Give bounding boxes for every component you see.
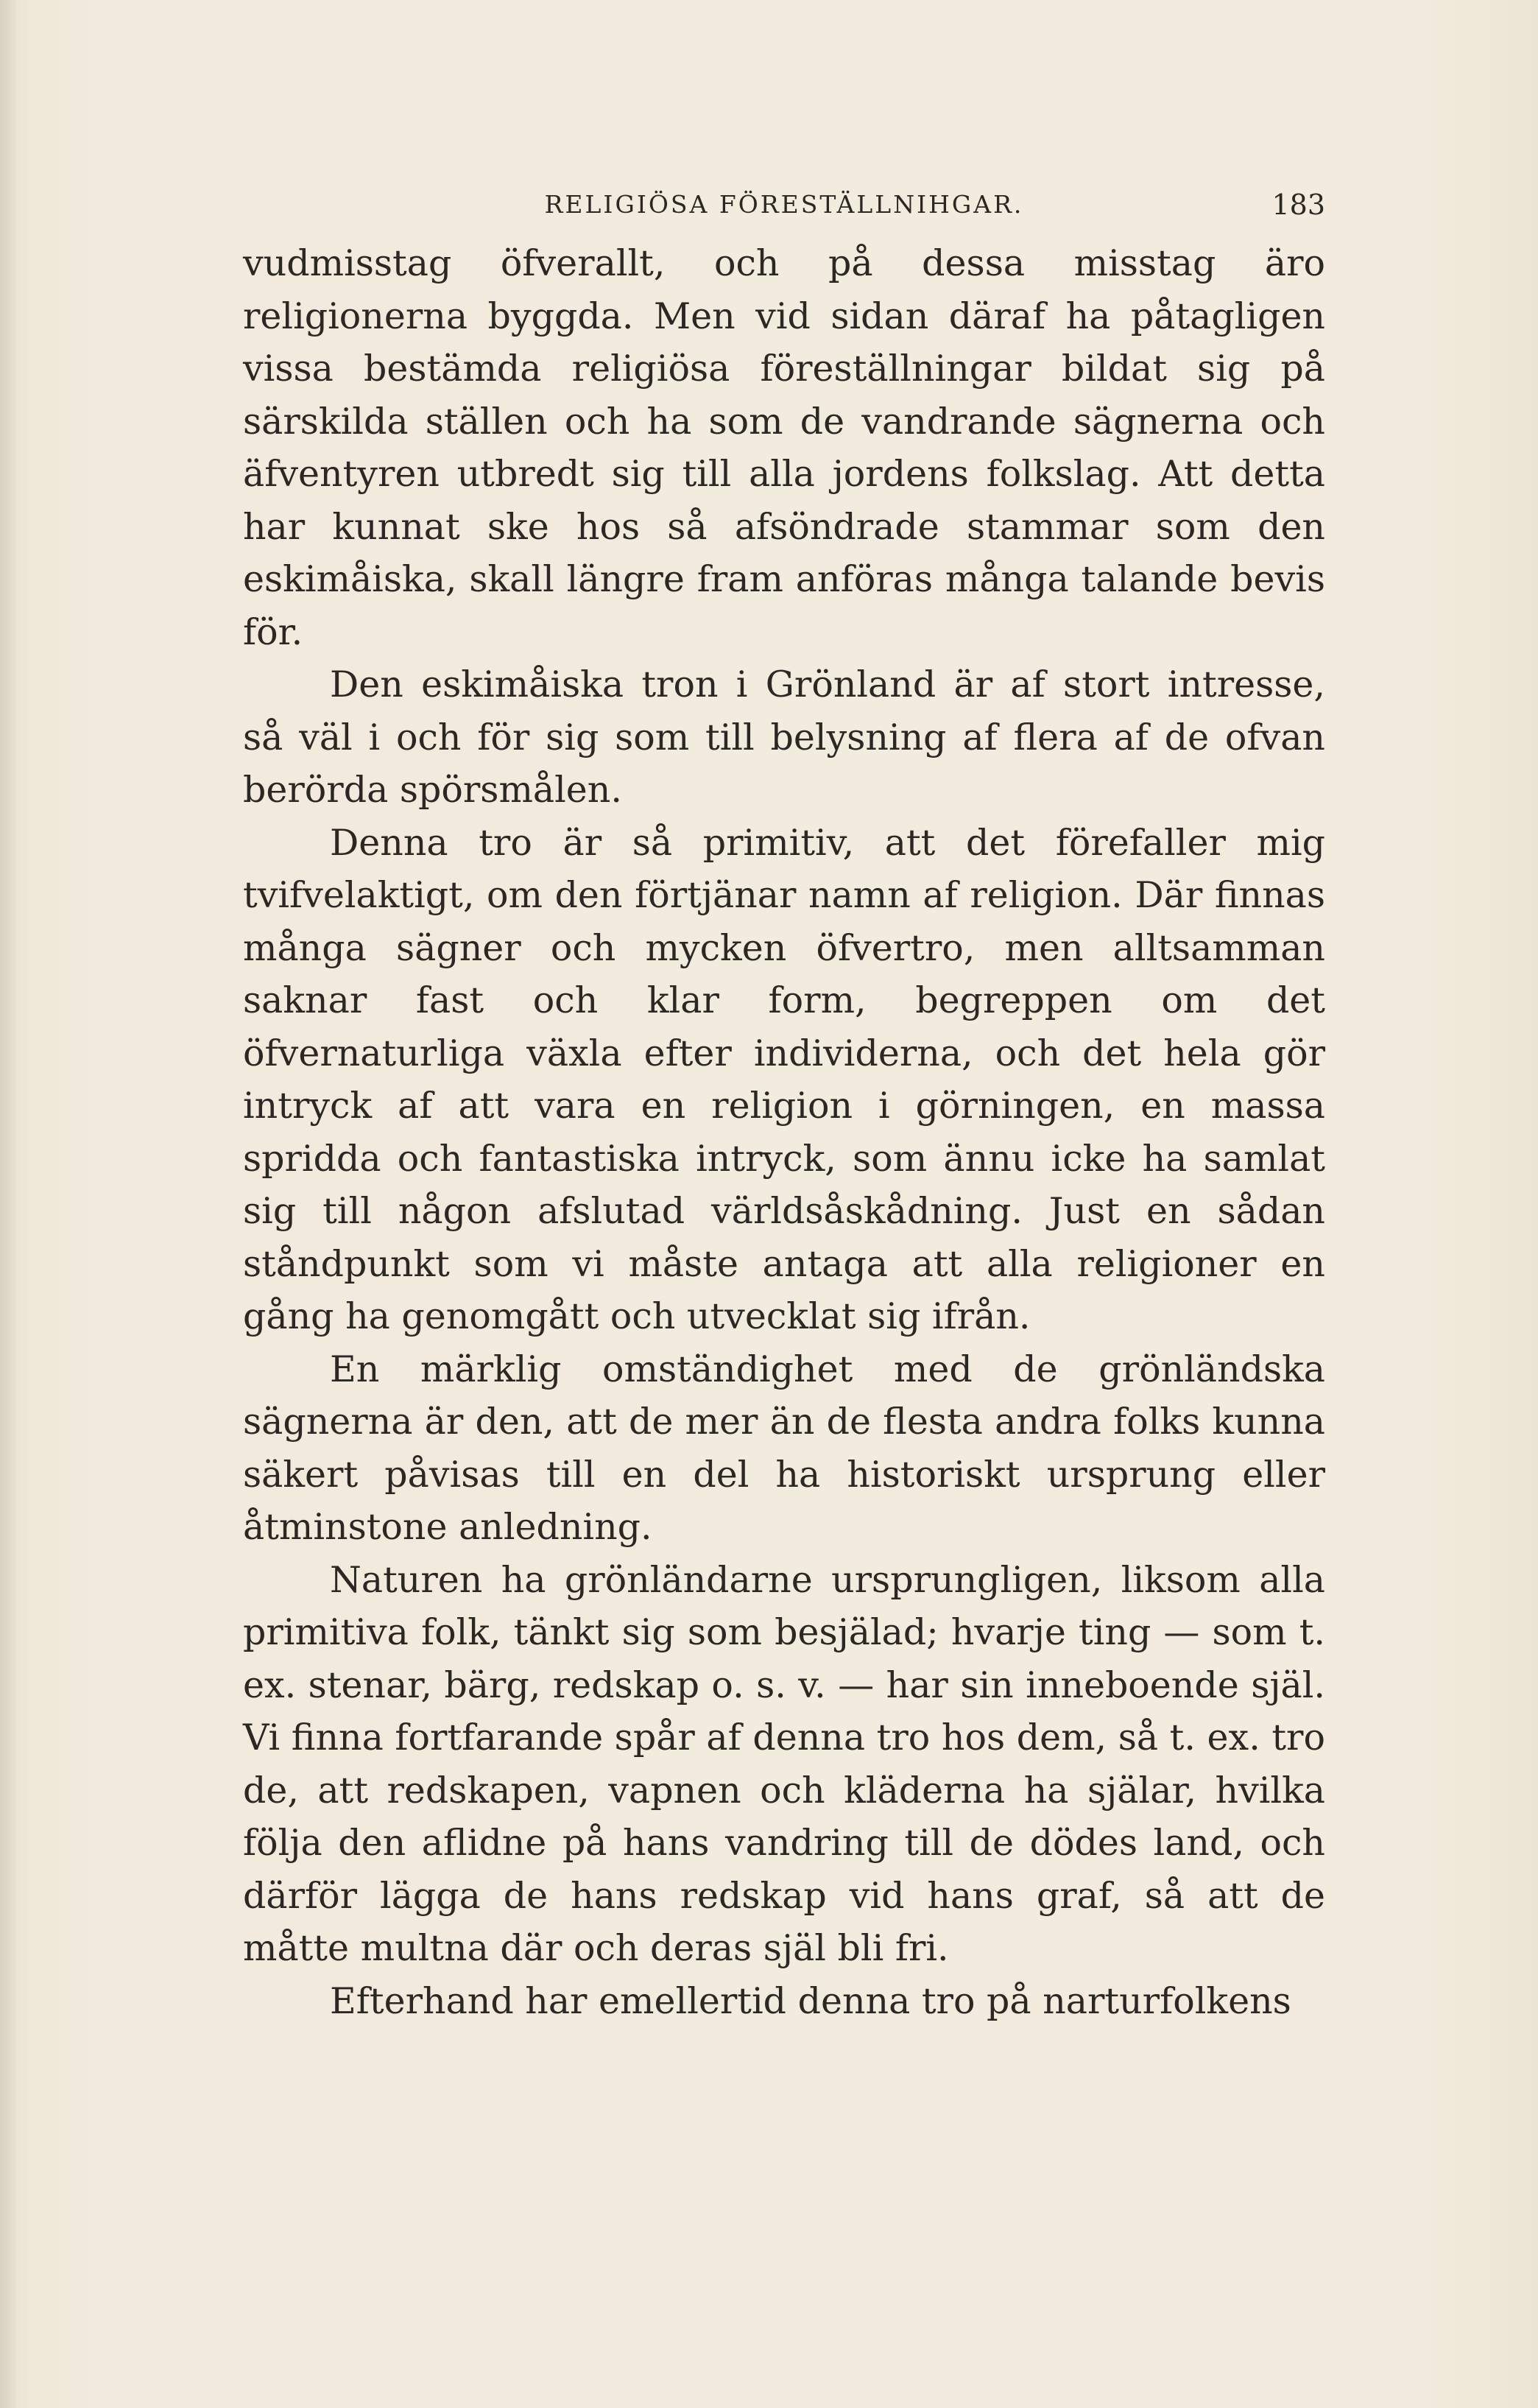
paragraph-5: Naturen ha grönländarne ursprungligen, liksom alla primitiva folk, tänkt sig som besjälad; hvarje ting — som t. ex. stenar, bärg, redskap o. s. v. — har sin inneboende själ. Vi finna fortfarande spår af denna tro hos dem, så t. ex. tro de, att redskapen, vapnen och kläderna ha själar, hvilka följa den aflidne på hans vandring till de dödes land, och därför lägga de hans redskap vid hans graf, så att de måtte multna där och deras själ bli fri. [243, 1558, 1325, 1969]
binding-edge [0, 0, 16, 2408]
paragraph-4: En märklig omständighet med de grönländska sägnerna är den, att de mer än de flesta andra folks kunna säkert påvisas till en del ha historiskt ursprung eller åtminstone anledning. [243, 1348, 1325, 1548]
paragraph-6: Efterhand har emellertid denna tro på narturfolkens [330, 1979, 1291, 2022]
paragraph-1: vudmisstag öfverallt, och på dessa misstag äro religionerna byggda. Men vid sidan däraf ha påtagligen vissa bestämda religiösa föreställningar bildat sig på särskilda ställen och ha som de vandrande sägnerna och äfventyren utbredt sig till alla jordens folkslag. Att detta har kunnat ske hos så afsöndrade stammar som den eskimåiska, skall längre fram anföras många talande bevis för. [243, 242, 1325, 653]
text-block [243, 177, 1325, 2027]
paragraph-2: Den eskimåiska tron i Grönland är af stort intresse, så väl i och för sig som till belysning af flera af de ofvan berörda spörsmålen. [243, 663, 1325, 811]
running-head [243, 177, 1325, 230]
paragraph-3: Denna tro är så primitiv, att det förefaller mig tvifvelaktigt, om den förtjänar namn af religion. Där finnas många sägner och mycken öfvertro, men alltsamman saknar fast och klar form, begreppen om det öfvernaturliga växla efter individerna, och det hela gör intryck af att vara en religion i görningen, en massa spridda och fantastiska intryck, som ännu icke ha samlat sig till någon afslutad världsåskådning. Just en sådan ståndpunkt som vi måste antaga att alla religioner en gång ha genomgått och utvecklat sig ifrån. [243, 821, 1325, 1337]
running-title: RELIGIÖSA FÖRESTÄLLNIHGAR. [544, 190, 1024, 219]
page-number: 183 [1271, 189, 1325, 221]
